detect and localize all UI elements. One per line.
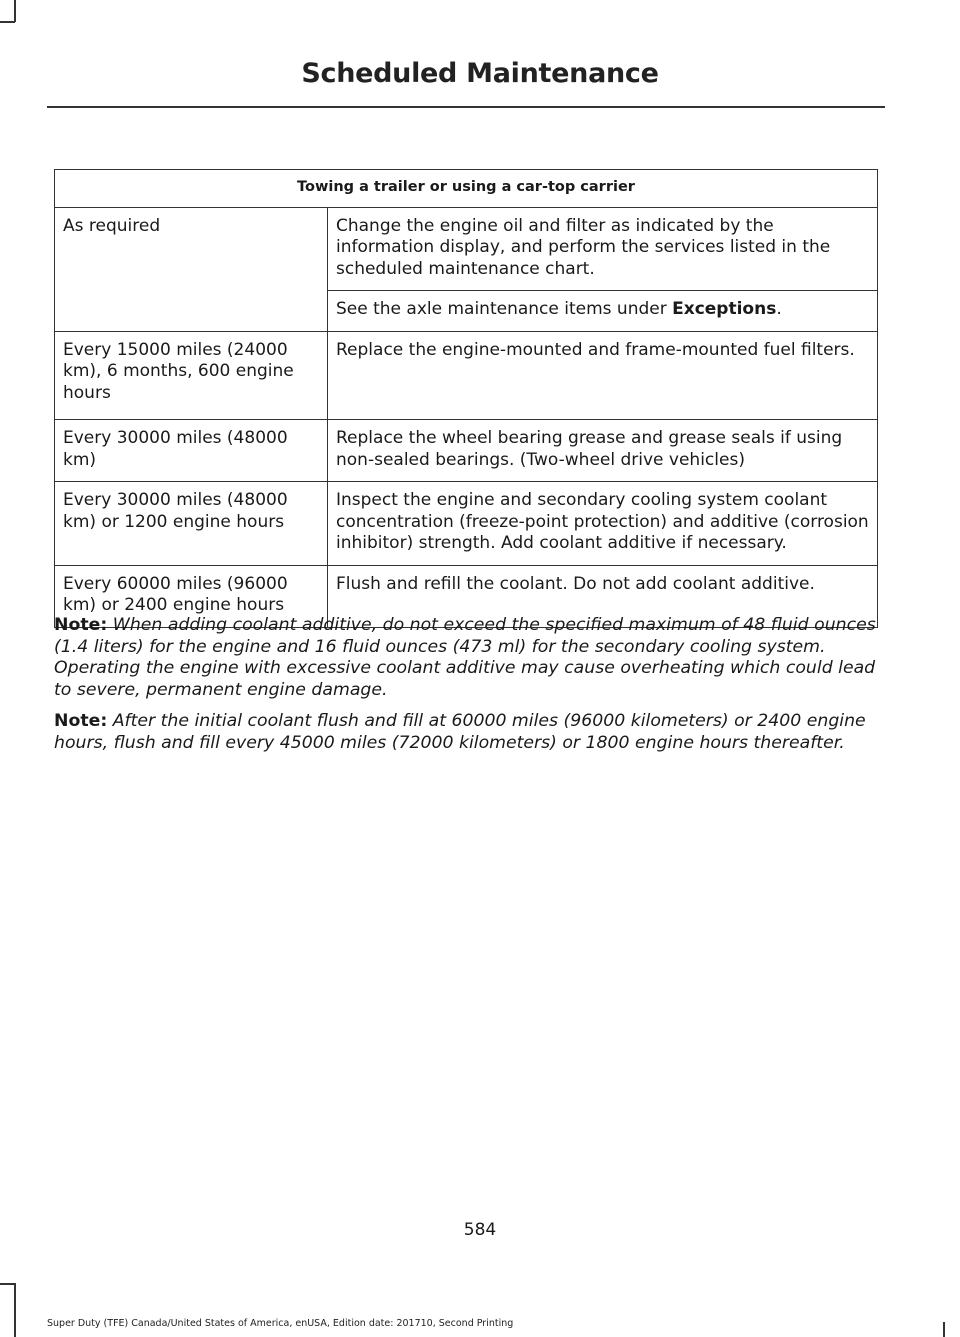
table-row [55, 482, 878, 566]
interval-cell: Every 30000 miles (48000 km) [55, 420, 328, 482]
action-cell: Change the engine oil and filter as indicated by the information display, and perform the services listed in the scheduled maintenance chart. [328, 207, 878, 291]
note-text: After the initial coolant flush and fill at 60000 miles (96000 kilometers) or 2400 engine hours, flush and fill every 45000 miles (72000 kilometers) or 1800 engine hours thereafter. [54, 711, 866, 753]
exceptions-reference: Exceptions [672, 299, 777, 319]
notes-section [54, 615, 880, 764]
action-cell: Flush and refill the coolant. Do not add coolant additive. [328, 565, 878, 627]
crop-mark-bottom-left-v [14, 1283, 16, 1337]
edition-footer: Super Duty (TFE) Canada/United States of America, enUSA, Edition date: 201710, Second Printing [47, 1318, 514, 1329]
table-header-row [55, 170, 878, 208]
action-prefix: See the axle maintenance items under [336, 299, 673, 319]
title-rule [47, 106, 885, 108]
crop-mark-bottom-left-h [0, 1283, 15, 1285]
action-suffix: . [776, 299, 782, 319]
interval-cell: As required [55, 207, 328, 331]
interval-cell: Every 30000 miles (48000 km) or 1200 engine hours [55, 482, 328, 566]
note-label: Note: [54, 615, 108, 635]
table-row [55, 331, 878, 420]
crop-mark-top-left-h [0, 21, 15, 23]
interval-cell: Every 60000 miles (96000 km) or 2400 engine hours [55, 565, 328, 627]
note-coolant-flush [54, 711, 880, 754]
note-coolant-additive [54, 615, 880, 701]
action-cell: Inspect the engine and secondary cooling system coolant concentration (freeze-point protection) and additive (corrosion inhibitor) strength. Add coolant additive if necessary. [328, 482, 878, 566]
action-cell: Replace the wheel bearing grease and grease seals if using non-sealed bearings. (Two-wheel drive vehicles) [328, 420, 878, 482]
page-title: Scheduled Maintenance [301, 58, 659, 89]
table-row [55, 420, 878, 482]
crop-mark-bottom-right-v [943, 1322, 945, 1337]
maintenance-table [54, 169, 878, 628]
note-label: Note: [54, 711, 108, 731]
page-number: 584 [463, 1220, 497, 1240]
table-caption: Towing a trailer or using a car-top carrier [55, 170, 878, 208]
table-row [55, 207, 878, 291]
crop-mark-top-left-v [14, 0, 16, 22]
action-cell [328, 291, 878, 332]
interval-cell: Every 15000 miles (24000 km), 6 months, 600 engine hours [55, 331, 328, 420]
note-text: When adding coolant additive, do not exceed the specified maximum of 48 fluid ounces (1.4 liters) for the engine and 16 fluid ounces (473 ml) for the secondary cooling system. Operating the engine with excessive coolant additive may cause overheating which could lead to severe, permanent engine damage. [54, 615, 876, 700]
action-cell: Replace the engine-mounted and frame-mounted fuel filters. [328, 331, 878, 420]
